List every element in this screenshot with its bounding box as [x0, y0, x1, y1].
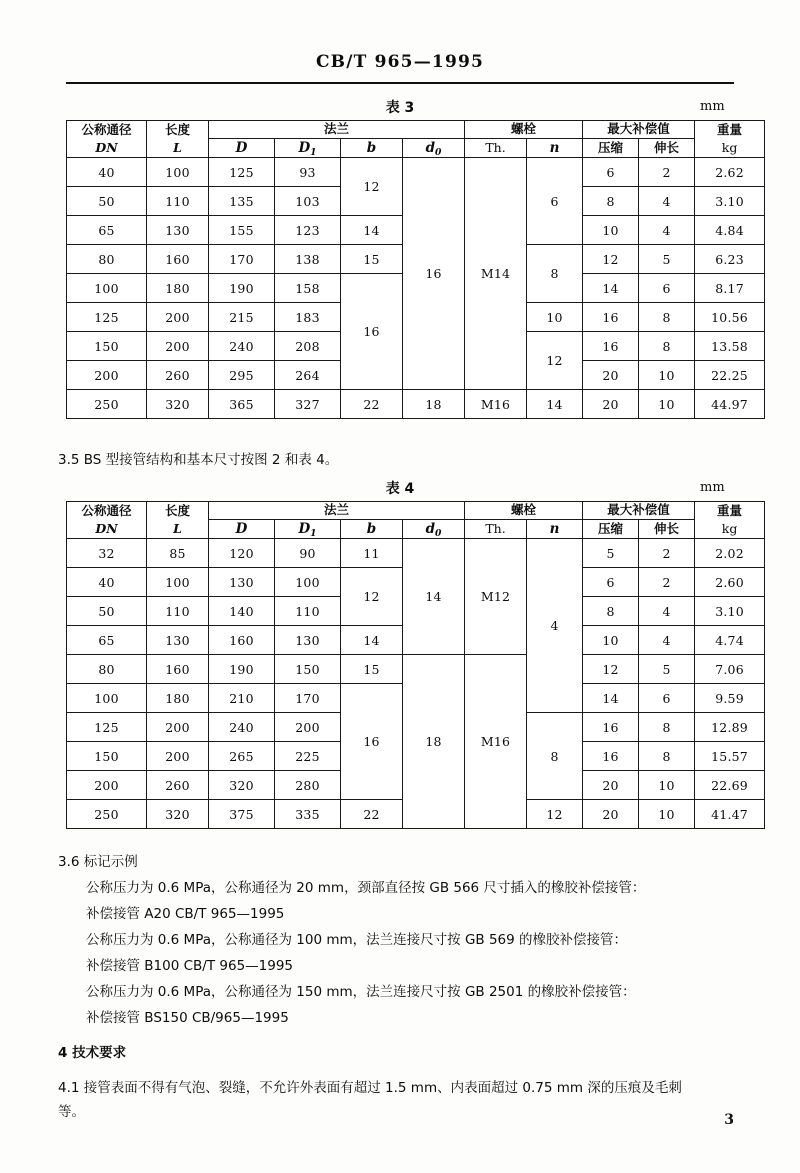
- cell-length: 110: [147, 597, 209, 626]
- cell-dn: 40: [67, 568, 147, 597]
- th-weight-label: 重量: [717, 503, 743, 518]
- th-dn-symbol: DN: [95, 521, 118, 537]
- th-weight-label: 重量: [717, 122, 743, 137]
- cell-dn: 150: [67, 742, 147, 771]
- th-d0-base: d: [425, 139, 436, 156]
- th-d1: [275, 138, 341, 157]
- th-d: D: [209, 519, 275, 538]
- cell-d: 190: [209, 274, 275, 303]
- cell-length: 180: [147, 274, 209, 303]
- cell-d1: 327: [275, 390, 341, 419]
- section-3-6-line-5: 补偿接管 BS150 CB/965—1995: [86, 1010, 289, 1026]
- cell-compression: 12: [583, 655, 639, 684]
- cell-b: 15: [341, 245, 403, 274]
- cell-extension: 8: [639, 713, 695, 742]
- th-d0-sub: 0: [435, 146, 442, 158]
- cell-extension: 10: [639, 800, 695, 829]
- cell-compression: 8: [583, 187, 639, 216]
- cell-length: 160: [147, 245, 209, 274]
- cell-dn: 125: [67, 713, 147, 742]
- table-row: [67, 539, 765, 568]
- th-b: b: [341, 519, 403, 538]
- cell-length: 160: [147, 655, 209, 684]
- cell-compression: 10: [583, 216, 639, 245]
- cell-extension: 8: [639, 742, 695, 771]
- cell-length: 100: [147, 158, 209, 187]
- cell-d1: 264: [275, 361, 341, 390]
- cell-extension: 4: [639, 216, 695, 245]
- th-d1-sub: 1: [310, 146, 317, 158]
- section-3-5-paragraph: 3.5 BS 型接管结构和基本尺寸按图 2 和表 4。: [58, 452, 339, 468]
- cell-length: 130: [147, 216, 209, 245]
- cell-d: 365: [209, 390, 275, 419]
- cell-n: 12: [527, 800, 583, 829]
- cell-weight: 4.74: [695, 626, 765, 655]
- cell-weight: 22.69: [695, 771, 765, 800]
- cell-dn: 80: [67, 245, 147, 274]
- cell-d1: 100: [275, 568, 341, 597]
- th-d0: [403, 519, 465, 538]
- cell-compression: 20: [583, 800, 639, 829]
- section-4-1-line-1: 4.1 接管表面不得有气泡、裂缝，不允许外表面有超过 1.5 mm、内表面超过 0.75 mm 深的压痕及毛刺: [58, 1080, 682, 1096]
- th-thread: Th.: [465, 138, 527, 157]
- cell-compression: 14: [583, 274, 639, 303]
- th-weight-unit: kg: [721, 521, 738, 537]
- cell-dn: 80: [67, 655, 147, 684]
- th-bolt-group: 螺栓: [465, 121, 583, 139]
- cell-d: 190: [209, 655, 275, 684]
- th-bolt-group: 螺栓: [465, 502, 583, 520]
- cell-extension: 5: [639, 655, 695, 684]
- cell-d: 140: [209, 597, 275, 626]
- cell-dn: 50: [67, 597, 147, 626]
- th-d1-sub: 1: [310, 527, 317, 539]
- cell-d1: 150: [275, 655, 341, 684]
- cell-weight: 12.89: [695, 713, 765, 742]
- cell-d1: 170: [275, 684, 341, 713]
- cell-weight: 4.84: [695, 216, 765, 245]
- header-divider-rule: [66, 82, 734, 84]
- table4-caption: 表 4: [385, 481, 415, 497]
- cell-n: 4: [527, 539, 583, 713]
- cell-weight: 10.56: [695, 303, 765, 332]
- cell-d1: 90: [275, 539, 341, 568]
- table3-body: [67, 158, 765, 419]
- cell-b: 12: [341, 568, 403, 626]
- section-3-6-line-4: 公称压力为 0.6 MPa，公称通径为 150 mm，法兰连接尺寸按 GB 2501 的橡胶补偿接管：: [86, 984, 636, 1000]
- cell-compression: 6: [583, 158, 639, 187]
- th-flange-group: 法兰: [209, 121, 465, 139]
- cell-d0: 18: [403, 390, 465, 419]
- cell-b: 16: [341, 274, 403, 390]
- cell-length: 130: [147, 626, 209, 655]
- th-thread: Th.: [465, 519, 527, 538]
- cell-weight: 3.10: [695, 597, 765, 626]
- th-d: D: [209, 138, 275, 157]
- section-4-heading: 4 技术要求: [58, 1045, 127, 1061]
- cell-extension: 4: [639, 187, 695, 216]
- cell-d: 295: [209, 361, 275, 390]
- cell-d0: 18: [403, 655, 465, 829]
- cell-dn: 125: [67, 303, 147, 332]
- cell-compression: 16: [583, 742, 639, 771]
- standard-number: CB/T 965—1995: [315, 52, 485, 72]
- th-length: [147, 121, 209, 158]
- cell-d: 215: [209, 303, 275, 332]
- section-3-6-line-3: 补偿接管 B100 CB/T 965—1995: [86, 958, 294, 974]
- cell-n: 12: [527, 332, 583, 390]
- th-weight-unit: kg: [721, 140, 738, 156]
- cell-b: 22: [341, 390, 403, 419]
- cell-thread: M14: [465, 158, 527, 390]
- cell-d1: 123: [275, 216, 341, 245]
- th-d1-base: D: [298, 520, 311, 537]
- cell-d1: 103: [275, 187, 341, 216]
- cell-extension: 6: [639, 274, 695, 303]
- th-dn-label: 公称通径: [81, 503, 132, 518]
- cell-compression: 16: [583, 303, 639, 332]
- table3-caption: 表 3: [385, 100, 415, 116]
- cell-n: 8: [527, 245, 583, 303]
- cell-compression: 14: [583, 684, 639, 713]
- th-extension: 伸长: [639, 138, 695, 157]
- page-number: 3: [724, 1112, 734, 1128]
- cell-weight: 22.25: [695, 361, 765, 390]
- cell-length: 110: [147, 187, 209, 216]
- cell-d: 240: [209, 713, 275, 742]
- cell-compression: 10: [583, 626, 639, 655]
- cell-d1: 138: [275, 245, 341, 274]
- cell-thread: M16: [465, 655, 527, 829]
- section-4-1-line-2: 等。: [58, 1104, 85, 1120]
- cell-d1: 335: [275, 800, 341, 829]
- cell-weight: 2.02: [695, 539, 765, 568]
- cell-length: 320: [147, 390, 209, 419]
- cell-compression: 20: [583, 361, 639, 390]
- cell-d: 265: [209, 742, 275, 771]
- cell-thread: M16: [465, 390, 527, 419]
- cell-b: 16: [341, 684, 403, 800]
- cell-weight: 41.47: [695, 800, 765, 829]
- cell-b: 11: [341, 539, 403, 568]
- cell-dn: 200: [67, 771, 147, 800]
- cell-dn: 50: [67, 187, 147, 216]
- th-weight: [695, 502, 765, 539]
- th-dn: [67, 121, 147, 158]
- th-dn-label: 公称通径: [81, 122, 132, 137]
- cell-extension: 4: [639, 597, 695, 626]
- cell-compression: 8: [583, 597, 639, 626]
- th-length-symbol: L: [173, 140, 182, 156]
- th-weight: [695, 121, 765, 158]
- cell-extension: 5: [639, 245, 695, 274]
- cell-extension: 6: [639, 684, 695, 713]
- th-length-label: 长度: [164, 122, 190, 137]
- th-max-compensation-group: 最大补偿值: [583, 121, 695, 139]
- cell-dn: 65: [67, 626, 147, 655]
- cell-weight: 6.23: [695, 245, 765, 274]
- cell-n: 10: [527, 303, 583, 332]
- cell-d1: 208: [275, 332, 341, 361]
- cell-d1: 93: [275, 158, 341, 187]
- cell-d1: 130: [275, 626, 341, 655]
- th-length-label: 长度: [164, 503, 190, 518]
- cell-dn: 100: [67, 684, 147, 713]
- cell-d: 320: [209, 771, 275, 800]
- cell-extension: 2: [639, 539, 695, 568]
- cell-weight: 13.58: [695, 332, 765, 361]
- cell-length: 85: [147, 539, 209, 568]
- cell-compression: 6: [583, 568, 639, 597]
- cell-d: 135: [209, 187, 275, 216]
- cell-dn: 250: [67, 390, 147, 419]
- th-d0-base: d: [425, 520, 436, 537]
- cell-weight: 8.17: [695, 274, 765, 303]
- cell-dn: 200: [67, 361, 147, 390]
- cell-length: 200: [147, 332, 209, 361]
- th-max-compensation-group: 最大补偿值: [583, 502, 695, 520]
- cell-extension: 10: [639, 390, 695, 419]
- cell-d1: 225: [275, 742, 341, 771]
- cell-dn: 65: [67, 216, 147, 245]
- cell-d: 125: [209, 158, 275, 187]
- cell-compression: 5: [583, 539, 639, 568]
- cell-d1: 110: [275, 597, 341, 626]
- cell-weight: 9.59: [695, 684, 765, 713]
- th-d1: [275, 519, 341, 538]
- table4-header: [67, 502, 765, 539]
- th-length: [147, 502, 209, 539]
- table4-unit-label: mm: [700, 480, 725, 495]
- cell-d0: 16: [403, 158, 465, 390]
- cell-weight: 3.10: [695, 187, 765, 216]
- cell-weight: 2.62: [695, 158, 765, 187]
- cell-length: 320: [147, 800, 209, 829]
- section-3-6-line-2: 公称压力为 0.6 MPa，公称通径为 100 mm，法兰连接尺寸按 GB 569 的橡胶补偿接管：: [86, 932, 628, 948]
- cell-compression: 16: [583, 332, 639, 361]
- th-length-symbol: L: [173, 521, 182, 537]
- th-compression: 压缩: [583, 138, 639, 157]
- cell-length: 180: [147, 684, 209, 713]
- cell-compression: 12: [583, 245, 639, 274]
- cell-d1: 280: [275, 771, 341, 800]
- cell-d: 170: [209, 245, 275, 274]
- cell-extension: 2: [639, 158, 695, 187]
- section-3-6-line-1: 补偿接管 A20 CB/T 965—1995: [86, 906, 285, 922]
- cell-b: 14: [341, 216, 403, 245]
- th-dn: [67, 502, 147, 539]
- cell-compression: 20: [583, 390, 639, 419]
- th-compression: 压缩: [583, 519, 639, 538]
- table3-unit-label: mm: [700, 99, 725, 114]
- cell-n: 8: [527, 713, 583, 800]
- cell-d: 130: [209, 568, 275, 597]
- cell-d: 375: [209, 800, 275, 829]
- cell-dn: 150: [67, 332, 147, 361]
- th-n: n: [527, 138, 583, 157]
- cell-length: 260: [147, 361, 209, 390]
- cell-compression: 16: [583, 713, 639, 742]
- cell-length: 200: [147, 303, 209, 332]
- cell-d0: 14: [403, 539, 465, 655]
- th-flange-group: 法兰: [209, 502, 465, 520]
- cell-dn: 40: [67, 158, 147, 187]
- table4-dimensions: [66, 501, 765, 829]
- th-extension: 伸长: [639, 519, 695, 538]
- cell-weight: 2.60: [695, 568, 765, 597]
- cell-extension: 10: [639, 771, 695, 800]
- cell-length: 200: [147, 713, 209, 742]
- th-d0-sub: 0: [435, 527, 442, 539]
- th-dn-symbol: DN: [95, 140, 118, 156]
- section-3-6-line-0: 公称压力为 0.6 MPa，公称通径为 20 mm，颈部直径按 GB 566 尺寸插入的橡胶补偿接管：: [86, 880, 646, 896]
- cell-d: 120: [209, 539, 275, 568]
- th-b: b: [341, 138, 403, 157]
- cell-d: 210: [209, 684, 275, 713]
- table3-header: [67, 121, 765, 158]
- cell-dn: 100: [67, 274, 147, 303]
- th-d1-base: D: [298, 139, 311, 156]
- cell-extension: 10: [639, 361, 695, 390]
- cell-n: 6: [527, 158, 583, 245]
- cell-b: 12: [341, 158, 403, 216]
- cell-weight: 7.06: [695, 655, 765, 684]
- cell-length: 200: [147, 742, 209, 771]
- table-row: [67, 655, 765, 684]
- cell-extension: 2: [639, 568, 695, 597]
- cell-b: 22: [341, 800, 403, 829]
- cell-d1: 158: [275, 274, 341, 303]
- th-n: n: [527, 519, 583, 538]
- cell-extension: 8: [639, 303, 695, 332]
- document-header: [0, 52, 800, 72]
- table4-body: [67, 539, 765, 829]
- cell-d: 240: [209, 332, 275, 361]
- cell-compression: 20: [583, 771, 639, 800]
- cell-thread: M12: [465, 539, 527, 655]
- section-3-6-heading: 3.6 标记示例: [58, 854, 138, 870]
- th-d0: [403, 138, 465, 157]
- cell-length: 100: [147, 568, 209, 597]
- cell-length: 260: [147, 771, 209, 800]
- cell-extension: 4: [639, 626, 695, 655]
- table3-dimensions: [66, 120, 765, 419]
- table-row: [67, 390, 765, 419]
- cell-b: 15: [341, 655, 403, 684]
- cell-d1: 200: [275, 713, 341, 742]
- table-row: [67, 158, 765, 187]
- cell-b: 14: [341, 626, 403, 655]
- cell-dn: 32: [67, 539, 147, 568]
- cell-d: 160: [209, 626, 275, 655]
- cell-weight: 15.57: [695, 742, 765, 771]
- cell-d: 155: [209, 216, 275, 245]
- cell-n: 14: [527, 390, 583, 419]
- cell-dn: 250: [67, 800, 147, 829]
- cell-weight: 44.97: [695, 390, 765, 419]
- cell-d1: 183: [275, 303, 341, 332]
- cell-extension: 8: [639, 332, 695, 361]
